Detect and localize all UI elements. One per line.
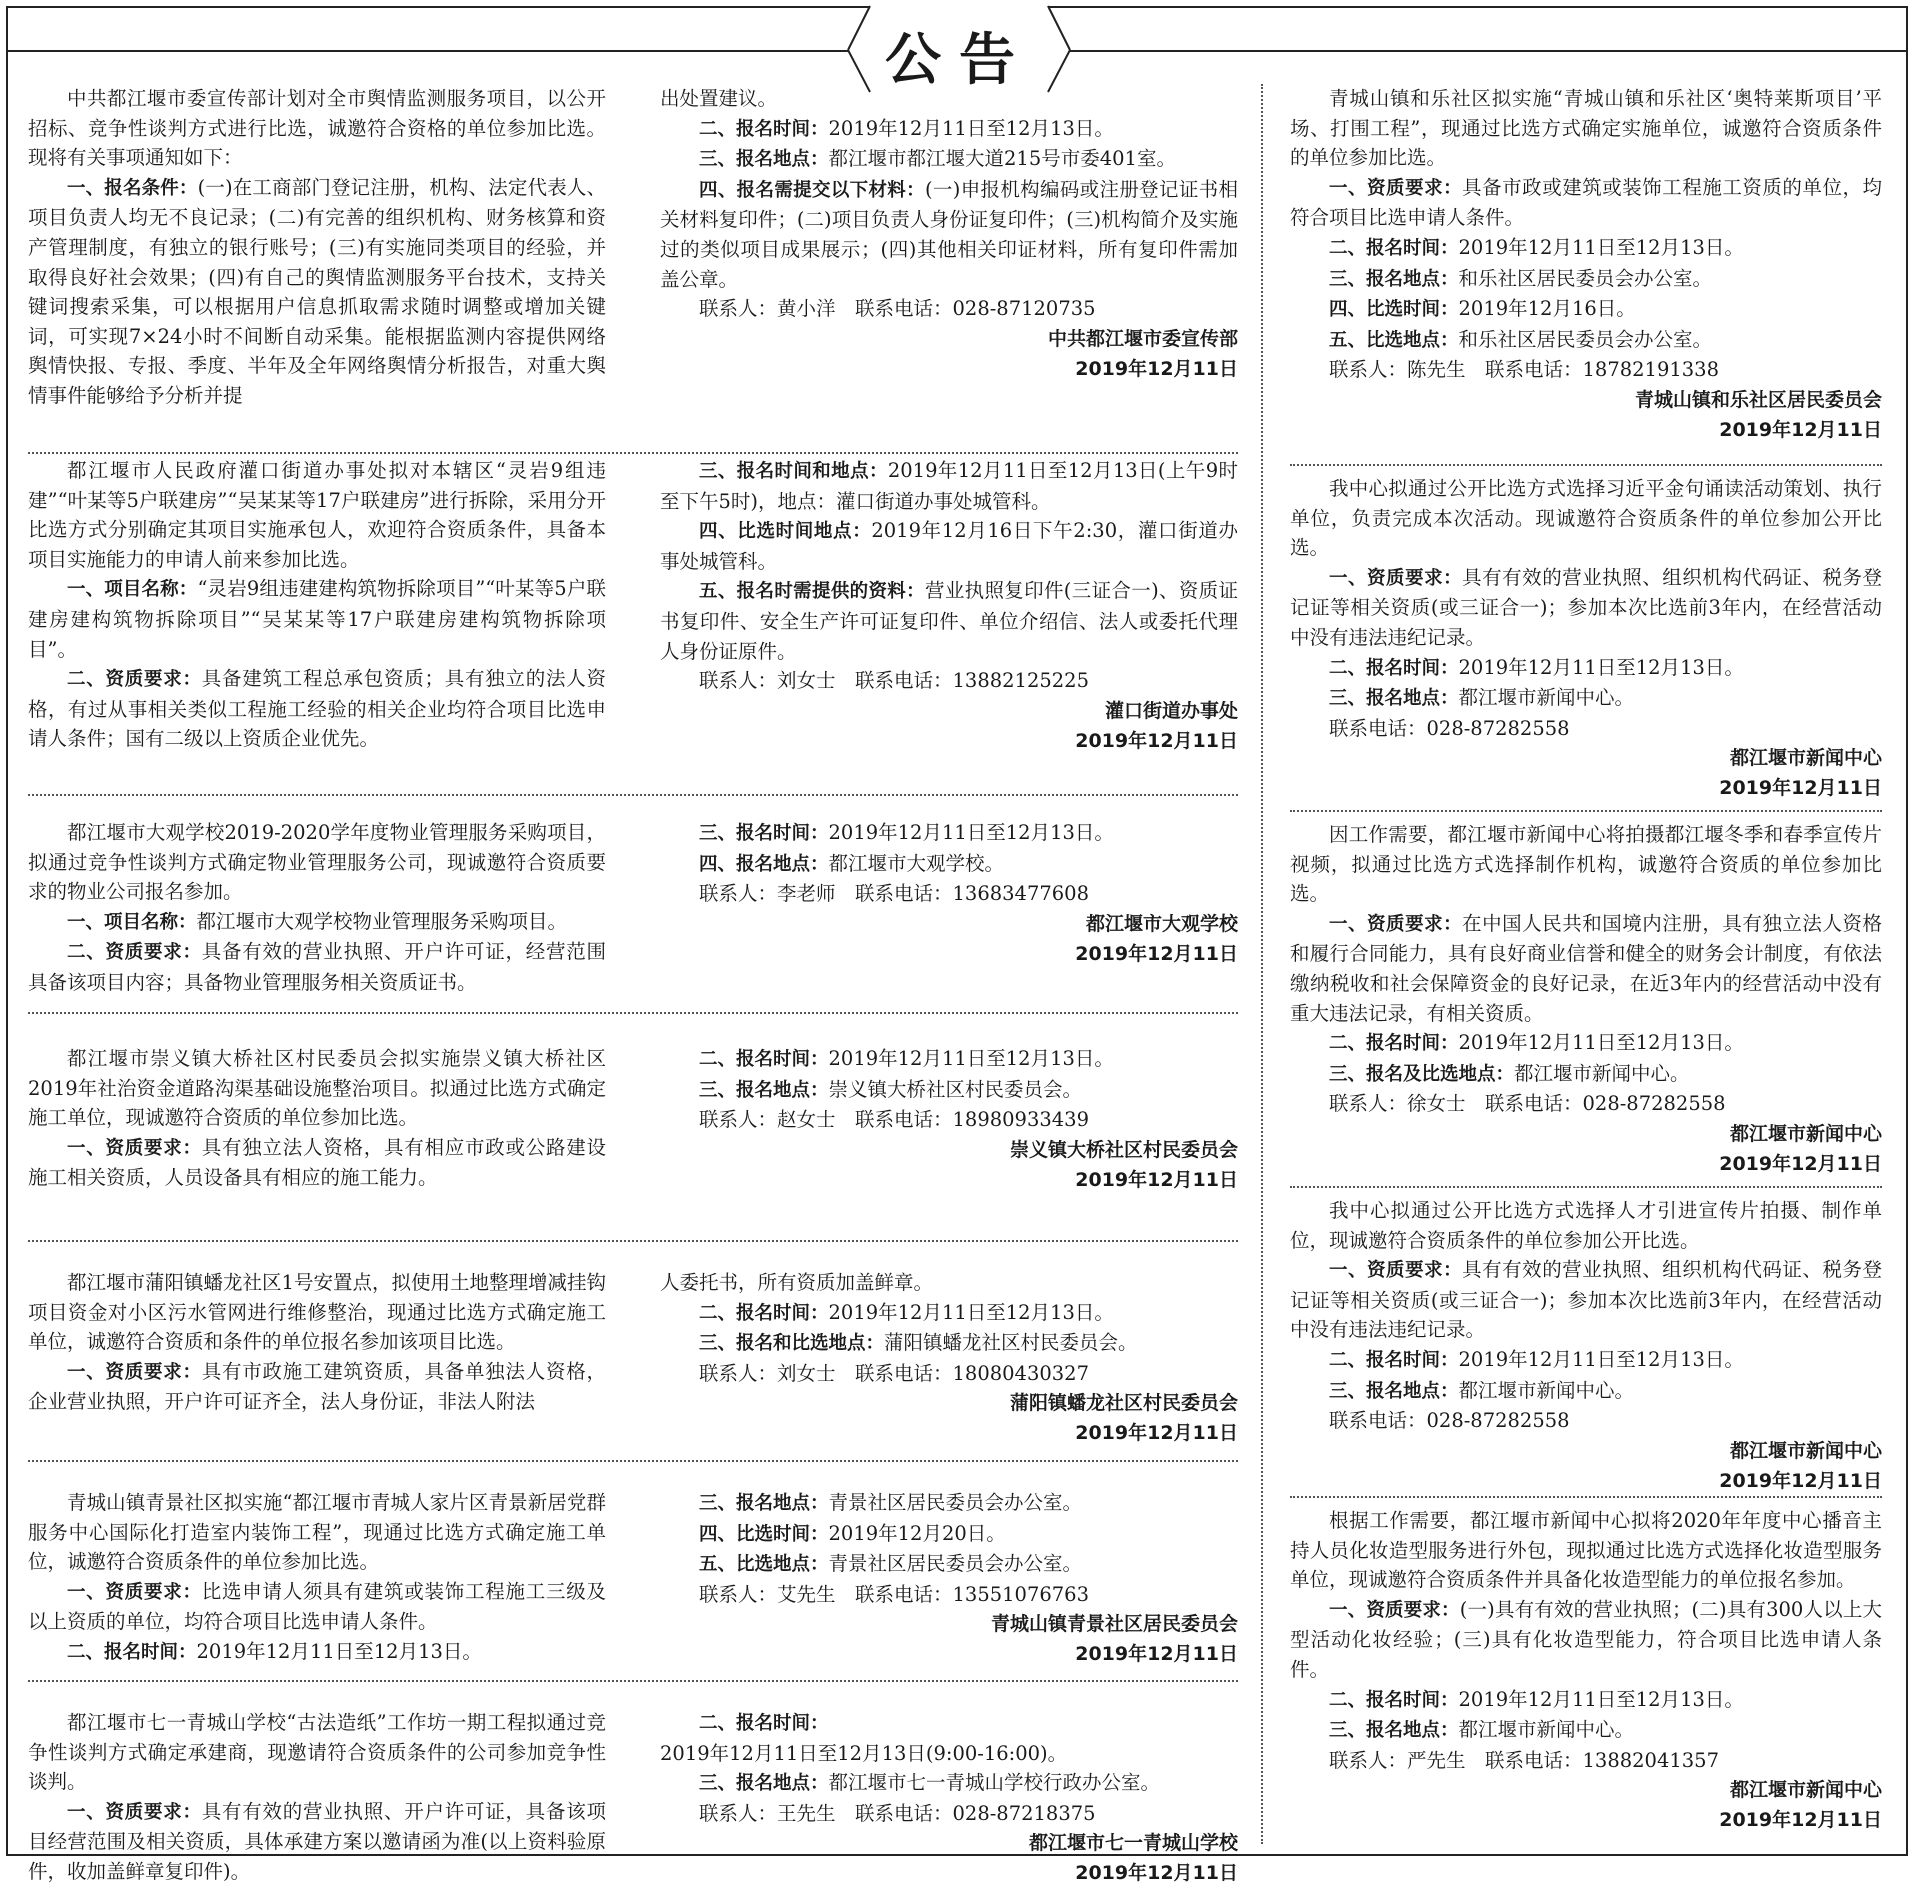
notice-separator [28, 1460, 1238, 1462]
issue-date: 2019年12月11日 [1075, 1862, 1238, 1885]
notice-paragraph [660, 144, 1238, 175]
section-heading: 五、比选地点： [699, 1554, 829, 1576]
notice-column-right [660, 1488, 1238, 1669]
notice-column-left [28, 1708, 606, 1887]
issue-date: 2019年12月11日 [1719, 418, 1882, 441]
section-text: 2019年12月11日至12月13日。 [828, 1300, 1114, 1324]
section-heading: 二、报名时间： [699, 118, 829, 140]
notice-block [1290, 84, 1882, 460]
section-text: 具备有效的营业执照、开户许可证，经营范围具备该项目内容；具备物业管理服务相关资质证书。 [28, 940, 606, 994]
notice-paragraph [1290, 820, 1882, 909]
notice-column-left [28, 1268, 606, 1417]
section-heading: 三、报名地点： [699, 1079, 829, 1101]
section-heading: 四、报名地点： [699, 853, 829, 875]
notice-separator [1290, 1496, 1882, 1498]
section-heading: 三、报名地点： [699, 1773, 829, 1795]
section-heading: 五、比选地点： [1329, 329, 1459, 351]
notice-paragraph [660, 175, 1238, 294]
section-text: “灵岩9组违建建构筑物拆除项目”“叶某等5户联建房建构筑物拆除项目”“吴某某等17户联建房建构筑物拆除项目”。 [28, 577, 606, 661]
section-text: 都江堰市大观学校2019-2020学年度物业管理服务采购项目，拟通过竞争性谈判方式确定物业管理服务公司，现诚邀符合资质要求的物业公司报名参加。 [28, 821, 606, 904]
section-text: 都江堰市都江堰大道215号市委401室。 [828, 147, 1176, 171]
notice-paragraph [1290, 714, 1882, 744]
section-heading: 二、报名时间： [1329, 1689, 1459, 1711]
section-heading: 四、报名需提交以下材料： [699, 179, 925, 201]
section-text: 联系人：徐女士 联系电话：028-87282558 [1329, 1092, 1726, 1116]
notice-paragraph [28, 84, 606, 173]
section-heading: 三、报名及比选地点： [1329, 1063, 1515, 1085]
section-text: (一)在工商部门登记注册，机构、法定代表人、项目负责人均无不良记录；(二)有完善的组织机构、财务核算和资产管理制度，有独立的银行账号；(三)有实施同类项目的经验，并取得良好社会效果；(四)有自己的舆情监测服务平台技术，支持关键词搜索采集，可以根据用户信息抓取需求随时调整或增加关键词，可实现7×24小时不间断自动采集。能根据监测内容提供网络舆情快报、专报、季度、半年及全年网络舆情分析报告，对重大舆情事件能够给予分析并提 [28, 175, 606, 407]
section-text: 2019年12月16日。 [1458, 297, 1636, 321]
issuer-name: 灌口街道办事处 [1104, 699, 1238, 722]
section-text: 联系人：李老师 联系电话：13683477608 [699, 882, 1089, 906]
section-heading: 二、报名时间： [1329, 1349, 1459, 1371]
notice-paragraph [1290, 1715, 1882, 1746]
notice-paragraph [1290, 1595, 1882, 1685]
notice-block [1290, 1196, 1882, 1492]
issue-date: 2019年12月11日 [1075, 357, 1238, 380]
title-rule-right [1056, 50, 1906, 52]
notice-column [1290, 474, 1882, 803]
notice-paragraph [660, 516, 1238, 576]
notice-separator [28, 794, 1238, 796]
issuer-name: 都江堰市新闻中心 [1729, 1779, 1882, 1802]
section-text: 青景社区居民委员会办公室。 [828, 1552, 1083, 1576]
notice-paragraph [1290, 1376, 1882, 1407]
section-text: 2019年12月11日至12月13日。 [1458, 235, 1744, 259]
notice-column-right [660, 1708, 1238, 1888]
section-text: 我中心拟通过公开比选方式选择人才引进宣传片拍摄、制作单位，现诚邀符合资质条件的单位参加公开比选。 [1290, 1199, 1882, 1252]
section-text: 在中国人民共和国境内注册，具有独立法人资格和履行合同能力，具有良好商业信誉和健全的财务会计制度，有依法缴纳税收和社会保障资金的良好记录，在近3年内的经营活动中没有重大违法记录，有相关资质。 [1290, 911, 1882, 1025]
section-text: (一)申报机构编码或注册登记证书相关材料复印件；(二)项目负责人身份证复印件；(三)机构简介及实施过的类似项目成果展示；(四)其他相关印证材料，所有复印件需加盖公章。 [660, 177, 1238, 291]
section-text: 联系人：刘女士 联系电话：13882125225 [699, 669, 1089, 693]
notice-paragraph [1290, 84, 1882, 173]
section-text: 青城山镇青景社区拟实施“都江堰市青城人家片区青景新居党群服务中心国际化打造室内装饰工程”，现通过比选方式确定施工单位，诚邀符合资质条件的单位参加比选。 [28, 1491, 606, 1574]
section-heading: 三、报名地点： [699, 1493, 829, 1514]
section-text: 2019年12月11日至12月13日。 [828, 1047, 1114, 1070]
issue-date: 2019年12月11日 [1075, 942, 1238, 965]
notice-block [1290, 820, 1882, 1182]
section-heading: 一、项目名称： [67, 911, 197, 933]
section-heading: 一、资质要求： [1329, 913, 1463, 935]
section-text: 联系电话：028-87282558 [1329, 716, 1570, 740]
section-heading: 三、报名时间： [699, 823, 829, 844]
notice-column [1290, 1196, 1882, 1496]
section-heading: 四、比选时间地点： [699, 521, 872, 543]
section-text: 因工作需要，都江堰市新闻中心将拍摄都江堰冬季和春季宣传片视频，拟通过比选方式选择制作机构，诚邀符合资质的单位参加比选。 [1290, 823, 1882, 906]
notice-paragraph [1290, 264, 1882, 295]
notice-paragraph [28, 1708, 606, 1797]
issue-date: 2019年12月11日 [1075, 1643, 1238, 1666]
section-text: 都江堰市七一青城山学校行政办公室。 [828, 1771, 1161, 1795]
section-heading: 一、项目名称： [67, 579, 198, 601]
section-text: 青景社区居民委员会办公室。 [828, 1491, 1083, 1514]
notice-column-left [28, 818, 606, 998]
notice-paragraph [28, 907, 606, 938]
notice-paragraph [28, 1133, 606, 1193]
notice-paragraph [660, 1708, 1238, 1739]
notice-paragraph [28, 1577, 606, 1637]
section-text: 我中心拟通过公开比选方式选择习近平金句诵读活动策划、执行单位，负责完成本次活动。现诚邀符合资质条件的单位参加公开比选。 [1290, 477, 1882, 560]
notice-paragraph [660, 1488, 1238, 1519]
notice-paragraph [28, 1797, 606, 1887]
issue-date: 2019年12月11日 [1075, 1168, 1238, 1191]
notice-paragraph [1290, 563, 1882, 653]
section-heading: 三、报名地点： [1329, 688, 1459, 710]
notice-paragraph [1290, 1746, 1882, 1776]
issue-date: 2019年12月11日 [1719, 1152, 1882, 1175]
section-text: 联系人：黄小洋 联系电话：028-87120735 [699, 297, 1096, 321]
section-text: 2019年12月11日至12月13日(上午9时至下午5时)，地点：灌口街道办事处城管科。 [660, 459, 1238, 513]
section-text: 2019年12月11日至12月13日。 [1458, 655, 1744, 679]
section-heading: 一、资质要求： [67, 1581, 202, 1603]
section-heading: 二、资质要求： [67, 942, 202, 964]
section-heading: 一、资质要求： [1329, 567, 1463, 589]
notice-block [28, 456, 1238, 790]
notice-block [1290, 474, 1882, 806]
section-heading: 一、资质要求： [67, 1361, 202, 1383]
page-title: 公告 [885, 28, 1033, 93]
section-heading: 一、资质要求： [1329, 1599, 1460, 1621]
notice-paragraph [1290, 355, 1882, 385]
notice-paragraph [1290, 909, 1882, 1028]
section-text: 2019年12月11日至12月13日。 [1458, 1031, 1744, 1055]
section-heading: 二、报名时间： [67, 1641, 197, 1663]
section-heading: 四、比选时间： [1329, 299, 1459, 321]
notice-paragraph [1290, 173, 1882, 233]
notice-paragraph [28, 937, 606, 997]
notice-paragraph: 出处置建议。 [660, 87, 778, 110]
notice-paragraph [28, 574, 606, 664]
notice-paragraph [28, 1488, 606, 1577]
section-heading: 二、报名时间： [699, 1302, 829, 1324]
header [8, 6, 1906, 92]
issue-date: 2019年12月11日 [1075, 1422, 1238, 1445]
section-text: 比选申请人须具有建筑或装饰工程施工三级及以上资质的单位，均符合项目比选申请人条件。 [28, 1579, 606, 1634]
issuer-name: 中共都江堰市委宣传部 [1047, 327, 1238, 350]
notice-separator [28, 452, 1238, 454]
section-text: 都江堰市七一青城山学校“古法造纸”工作坊一期工程拟通过竞争性谈判方式确定承建商，现邀请符合资质条件的公司参加竞争性谈判。 [28, 1711, 606, 1794]
issuer-name: 都江堰市新闻中心 [1729, 747, 1882, 770]
notice-block [28, 1044, 1238, 1236]
section-text: 联系人：艾先生 联系电话：13551076763 [699, 1582, 1089, 1606]
issuer-name: 都江堰市七一青城山学校 [1028, 1832, 1238, 1855]
section-text: 2019年12月11日至12月13日。 [1458, 1347, 1744, 1371]
notice-column-right [660, 1044, 1238, 1195]
notice-paragraph [660, 1549, 1238, 1580]
section-text: 联系人：王先生 联系电话：028-87218375 [699, 1801, 1096, 1825]
notice-column-left [28, 456, 606, 754]
notice-paragraph [1290, 1255, 1882, 1345]
section-text: 具有市政施工建筑资质，具备单独法人资格，企业营业执照，开户许可证齐全，法人身份证，非法人附法 [28, 1359, 606, 1414]
section-heading: 三、报名地点： [1329, 1380, 1459, 1402]
section-text: 2019年12月11日至12月13日。 [828, 821, 1114, 844]
section-text: 都江堰市人民政府灌口街道办事处拟对本辖区“灵岩9组违建”“叶某等5户联建房”“吴某某等17户联建房”进行拆除，采用分开比选方式分别确定其项目实施承包人，欢迎符合资质条件，具备本项目实施能力的申请人前来参加比选。 [28, 459, 606, 571]
section-text: 都江堰市新闻中心。 [1458, 686, 1635, 710]
section-text: 联系电话：028-87282558 [1329, 1409, 1570, 1433]
section-text: 2019年12月11日至12月13日。 [828, 116, 1114, 140]
section-text: 和乐社区居民委员会办公室。 [1458, 266, 1713, 290]
notice-paragraph [660, 879, 1238, 909]
section-text: 都江堰市新闻中心。 [1458, 1378, 1635, 1402]
section-heading: 二、报名时间： [699, 1713, 829, 1734]
section-text: 都江堰市新闻中心。 [1458, 1718, 1635, 1742]
section-heading: 二、报名时间： [1329, 237, 1459, 259]
notice-column [1290, 1506, 1882, 1835]
notice-separator [1290, 1186, 1882, 1188]
section-text: 根据工作需要，都江堰市新闻中心拟将2020年年度中心播音主持人员化妆造型服务进行外包，现拟通过比选方式选择化妆造型服务单位，现诚邀符合资质条件并具备化妆造型能力的单位报名参加。 [1290, 1509, 1882, 1592]
section-text: 联系人：刘女士 联系电话：18080430327 [699, 1361, 1089, 1385]
notice-paragraph [28, 1357, 606, 1417]
section-text: 具有有效的营业执照、开户许可证，具备该项目经营范围及相关资质，具体承建方案以邀请函为准(以上资料验原件，收加盖鲜章复印件)。 [28, 1799, 606, 1883]
issue-date: 2019年12月11日 [1719, 777, 1882, 800]
notice-paragraph [660, 849, 1238, 880]
issuer-name: 都江堰市新闻中心 [1729, 1439, 1882, 1462]
notice-block [28, 1488, 1238, 1676]
notice-paragraph [660, 666, 1238, 696]
notice-paragraph [660, 1328, 1238, 1359]
notice-paragraph [660, 576, 1238, 666]
notice-paragraph [1290, 1685, 1882, 1716]
section-text: 营业执照复印件(三证合一)、资质证书复印件、安全生产许可证复印件、单位介绍信、法人或委托代理人身份证原件。 [660, 579, 1238, 663]
section-text: 青城山镇和乐社区拟实施“青城山镇和乐社区‘奥特莱斯项目’平场、打围工程”，现通过比选方式确定实施单位，诚邀符合资质条件的单位参加比选。 [1290, 87, 1882, 170]
notice-column-right [660, 84, 1238, 384]
notice-paragraph [660, 294, 1238, 324]
issuer-name: 蒲阳镇蟠龙社区村民委员会 [1009, 1392, 1238, 1415]
notice-paragraph: 人委托书，所有资质加盖鲜章。 [660, 1271, 934, 1294]
notice-paragraph [1290, 325, 1882, 356]
notice-separator [28, 1680, 1238, 1682]
notice-paragraph [1290, 1028, 1882, 1059]
section-text: 蒲阳镇蟠龙社区村民委员会。 [884, 1331, 1138, 1355]
notice-block [28, 1268, 1238, 1456]
notice-column-right [660, 818, 1238, 969]
section-heading: 三、报名时间和地点： [699, 461, 888, 482]
section-text: 都江堰市大观学校物业管理服务采购项目。 [196, 909, 568, 933]
section-text: 2019年12月11日至12月13日。 [1458, 1687, 1744, 1711]
notice-paragraph [660, 1105, 1238, 1135]
issue-date: 2019年12月11日 [1075, 729, 1238, 752]
section-text: 具备建筑工程总承包资质；具有独立的法人资格，有过从事相关类似工程施工经验的相关企业均符合项目比选申请人条件；国有二级以上资质企业优先。 [28, 667, 606, 751]
notice-paragraph [1290, 294, 1882, 325]
notice-paragraph [28, 818, 606, 907]
notice-column-right [660, 456, 1238, 756]
notice-paragraph [1290, 683, 1882, 714]
section-text: 联系人：严先生 联系电话：13882041357 [1329, 1748, 1719, 1772]
section-text: 2019年12月16日下午2:30，灌口街道办事处城管科。 [660, 519, 1238, 573]
notice-block [28, 1708, 1238, 1885]
issuer-name: 都江堰市大观学校 [1085, 912, 1238, 935]
notice-separator [28, 1012, 1238, 1014]
section-heading: 三、报名地点： [699, 149, 829, 171]
section-text: 都江堰市大观学校。 [828, 851, 1005, 875]
section-heading: 二、报名时间： [699, 1049, 829, 1070]
notice-paragraph: 2019年12月11日至12月13日(9:00-16:00)。 [660, 1741, 1068, 1765]
section-heading: 五、报名时需提供的资料： [699, 581, 925, 603]
notice-paragraph [28, 173, 606, 411]
notice-column-left [28, 84, 606, 411]
notice-paragraph [660, 818, 1238, 849]
section-heading: 四、比选时间： [699, 1523, 829, 1545]
section-text: 具备市政或建筑或装饰工程施工资质的单位，均符合项目比选申请人条件。 [1290, 175, 1882, 230]
notice-paragraph [660, 1519, 1238, 1550]
section-text: 联系人：赵女士 联系电话：18980933439 [699, 1108, 1089, 1132]
section-text: 具有独立法人资格，具有相应市政或公路建设施工相关资质，人员设备具有相应的施工能力。 [28, 1135, 606, 1190]
notice-block [28, 818, 1238, 1008]
section-heading: 二、报名时间： [1329, 657, 1459, 679]
notice-separator [1290, 464, 1882, 466]
section-heading: 一、资质要求： [67, 1137, 202, 1159]
notice-block [28, 84, 1238, 448]
notice-paragraph [1290, 1345, 1882, 1376]
section-text: 2019年12月20日。 [828, 1521, 1006, 1545]
column-separator [1261, 84, 1263, 1844]
title-rule-left [8, 50, 858, 52]
notice-paragraph [660, 456, 1238, 516]
notice-column-left [28, 1488, 606, 1668]
notice-paragraph [660, 1044, 1238, 1075]
notice-paragraph [28, 1637, 606, 1668]
section-text: (一)具有有效的营业执照；(二)具有300人以上大型活动化妆经验；(三)具有化妆造型能力，符合项目比选申请人条件。 [1290, 1597, 1882, 1681]
notice-paragraph [1290, 1059, 1882, 1090]
section-heading: 三、报名和比选地点： [699, 1333, 885, 1355]
issuer-name: 崇义镇大桥社区村民委员会 [1009, 1138, 1238, 1161]
notice-paragraph [660, 114, 1238, 145]
section-heading: 三、报名地点： [1329, 1720, 1459, 1742]
section-text: 都江堰市新闻中心。 [1514, 1061, 1690, 1085]
notice-paragraph [660, 1075, 1238, 1106]
issuer-name: 都江堰市新闻中心 [1729, 1122, 1882, 1145]
section-text: 联系人：陈先生 联系电话：18782191338 [1329, 358, 1719, 382]
section-heading: 一、报名条件： [67, 177, 198, 199]
issuer-name: 青城山镇和乐社区居民委员会 [1634, 388, 1882, 411]
notice-paragraph [660, 1298, 1238, 1329]
section-text: 具有有效的营业执照、组织机构代码证、税务登记证等相关资质(或三证合一)；参加本次比选前3年内，在经营活动中没有违法违纪记录。 [1290, 1258, 1882, 1342]
section-text: 崇义镇大桥社区村民委员会。 [828, 1077, 1083, 1101]
section-text: 2019年12月11日至12月13日。 [196, 1639, 482, 1663]
notice-paragraph [660, 1768, 1238, 1799]
newspaper-page [6, 6, 1908, 1885]
section-text: 中共都江堰市委宣传部计划对全市舆情监测服务项目，以公开招标、竞争性谈判方式进行比选，诚邀符合资格的单位参加比选。现将有关事项通知如下： [28, 87, 606, 170]
notice-paragraph [660, 1580, 1238, 1610]
notice-separator [28, 1240, 1238, 1242]
notice-paragraph [28, 456, 606, 574]
section-text: 具有有效的营业执照、组织机构代码证、税务登记证等相关资质(或三证合一)；参加本次比选前3年内，在经营活动中没有违法违纪记录。 [1290, 565, 1882, 649]
section-text: 和乐社区居民委员会办公室。 [1458, 327, 1713, 351]
notice-column [1290, 84, 1882, 445]
section-text: 都江堰市蒲阳镇蟠龙社区1号安置点，拟使用土地整理增减挂钩项目资金对小区污水管网进行维修整治，现通过比选方式确定施工单位，诚邀符合资质和条件的单位报名参加该项目比选。 [28, 1271, 606, 1354]
notice-paragraph [1290, 1089, 1882, 1119]
notice-paragraph [28, 1044, 606, 1133]
section-text: 都江堰市崇义镇大桥社区村民委员会拟实施崇义镇大桥社区2019年社治资金道路沟渠基础设施整治项目。拟通过比选方式确定施工单位，现诚邀符合资质的单位参加比选。 [28, 1047, 606, 1130]
section-heading: 一、资质要求： [67, 1801, 202, 1823]
issue-date: 2019年12月11日 [1719, 1809, 1882, 1832]
notice-paragraph [28, 1268, 606, 1357]
notice-paragraph [660, 1359, 1238, 1389]
section-heading: 二、报名时间： [1329, 1033, 1459, 1055]
notice-column-right [660, 1268, 1238, 1448]
notice-paragraph [660, 1799, 1238, 1829]
notice-separator [1290, 810, 1882, 812]
section-heading: 二、资质要求： [67, 669, 202, 691]
issuer-name: 青城山镇青景社区居民委员会 [990, 1613, 1238, 1636]
notice-block [1290, 1506, 1882, 1854]
notice-paragraph [1290, 1506, 1882, 1595]
notice-paragraph [1290, 1406, 1882, 1436]
notice-paragraph [1290, 1196, 1882, 1255]
section-heading: 一、资质要求： [1329, 177, 1463, 199]
section-heading: 三、报名地点： [1329, 268, 1459, 290]
notice-paragraph [28, 664, 606, 754]
notice-paragraph [1290, 474, 1882, 563]
notice-column-left [28, 1044, 606, 1193]
notice-paragraph [1290, 233, 1882, 264]
section-heading: 一、资质要求： [1329, 1260, 1463, 1282]
issue-date: 2019年12月11日 [1719, 1469, 1882, 1492]
notice-paragraph [1290, 653, 1882, 684]
notice-column [1290, 820, 1882, 1179]
